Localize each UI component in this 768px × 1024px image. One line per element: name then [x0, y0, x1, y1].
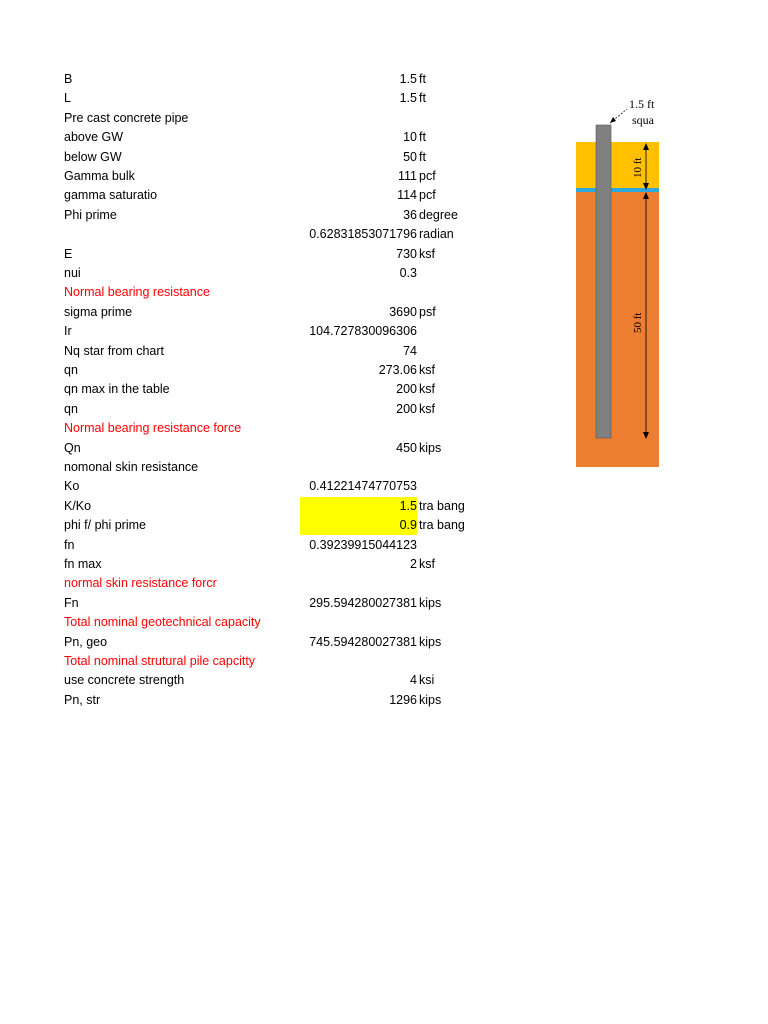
- row-label: qn: [64, 402, 78, 416]
- sheet-row: [0, 245, 520, 264]
- sheet-row: [0, 109, 520, 128]
- sheet-row: [0, 70, 520, 89]
- row-value: 1296: [389, 693, 417, 707]
- row-label: B: [64, 72, 73, 86]
- sheet-row: [0, 691, 520, 710]
- row-value: 0.41221474770753: [309, 479, 417, 493]
- sheet-row: [0, 283, 520, 302]
- row-unit: pcf: [419, 188, 436, 202]
- sheet-row: [0, 439, 520, 458]
- sheet-row: [0, 361, 520, 380]
- row-unit: radian: [419, 227, 454, 241]
- row-label: Qn: [64, 441, 81, 455]
- sheet-row: [0, 264, 520, 283]
- section-heading: Total nominal geotechnical capacity: [64, 615, 261, 629]
- row-unit: degree: [419, 208, 458, 222]
- row-label: Pn, geo: [64, 635, 108, 649]
- row-label: Ko: [64, 479, 80, 493]
- row-value: 50: [403, 150, 417, 164]
- row-label: nomonal skin resistance: [64, 460, 199, 474]
- row-unit: kips: [419, 635, 442, 649]
- row-unit: tra bang: [419, 499, 465, 513]
- row-label: qn: [64, 363, 78, 377]
- row-unit: ft: [419, 130, 426, 144]
- row-unit: ksf: [419, 363, 435, 377]
- pile-shape-label: squa: [632, 113, 654, 127]
- row-unit: ksf: [419, 382, 435, 396]
- sheet-row: [0, 380, 520, 399]
- row-label: fn: [64, 538, 75, 552]
- row-value: 2: [410, 557, 417, 571]
- row-unit: ft: [419, 72, 426, 86]
- row-value: 3690: [389, 305, 417, 319]
- row-label: Fn: [64, 596, 79, 610]
- row-value: 0.3: [399, 266, 417, 280]
- row-unit: kips: [419, 596, 442, 610]
- row-value: 730: [396, 247, 417, 261]
- row-value: 200: [396, 402, 417, 416]
- row-label: Pn, str: [64, 693, 101, 707]
- sheet-row: [0, 458, 520, 477]
- sheet-row: [0, 633, 520, 652]
- row-unit: ksf: [419, 557, 435, 571]
- row-label: below GW: [64, 150, 122, 164]
- row-value: 4: [410, 673, 417, 687]
- row-unit: ksf: [419, 402, 435, 416]
- sheet-row: [0, 594, 520, 613]
- sheet-row: [0, 322, 520, 341]
- row-label: above GW: [64, 130, 124, 144]
- row-label: Phi prime: [64, 208, 117, 222]
- row-label: gamma saturatio: [64, 188, 158, 202]
- section-heading: Normal bearing resistance force: [64, 421, 242, 435]
- row-label: K/Ko: [64, 499, 92, 513]
- row-value: 0.9: [300, 516, 417, 535]
- row-value: 450: [396, 441, 417, 455]
- row-label: Nq star from chart: [64, 344, 165, 358]
- section-heading: Normal bearing resistance: [64, 285, 210, 299]
- sheet-row: [0, 148, 520, 167]
- sheet-row: [0, 89, 520, 108]
- sheet-row: [0, 497, 520, 516]
- row-value: 1.5: [399, 72, 417, 86]
- row-value: 1.5: [399, 91, 417, 105]
- pile: [596, 125, 611, 438]
- row-unit: psf: [419, 305, 436, 319]
- row-value: 745.594280027381: [309, 635, 417, 649]
- sheet-row: [0, 555, 520, 574]
- upper-depth-label: 10 ft: [632, 157, 644, 178]
- lower-soil-layer: [576, 190, 659, 467]
- sheet-row: [0, 167, 520, 186]
- row-value: 200: [396, 382, 417, 396]
- sheet-row: [0, 186, 520, 205]
- row-label: fn max: [64, 557, 102, 571]
- row-label: Gamma bulk: [64, 169, 135, 183]
- row-label: Ir: [64, 324, 72, 338]
- row-unit: ft: [419, 91, 426, 105]
- row-unit: pcf: [419, 169, 436, 183]
- row-value: 295.594280027381: [309, 596, 417, 610]
- sheet-row: [0, 613, 520, 632]
- sheet-row: [0, 400, 520, 419]
- row-label: phi f/ phi prime: [64, 518, 146, 532]
- row-unit: kips: [419, 693, 442, 707]
- row-unit: tra bang: [419, 518, 465, 532]
- row-value: 114: [397, 188, 417, 202]
- row-value: 74: [403, 344, 417, 358]
- row-value: 0.62831853071796: [309, 227, 417, 241]
- row-unit: ksi: [419, 673, 435, 687]
- row-unit: kips: [419, 441, 442, 455]
- sheet-row: [0, 342, 520, 361]
- sheet-row: [0, 206, 520, 225]
- sheet-row: [0, 652, 520, 671]
- row-label: Pre cast concrete pipe: [64, 111, 189, 125]
- row-value: 111: [397, 169, 417, 183]
- row-value: 36: [403, 208, 417, 222]
- lower-depth-label: 50 ft: [632, 312, 644, 333]
- sheet-row: [0, 225, 520, 244]
- row-value: 104.727830096306: [309, 324, 417, 338]
- row-label: use concrete strength: [64, 673, 185, 687]
- row-label: L: [64, 91, 71, 105]
- sheet-row: [0, 574, 520, 593]
- sheet-row: [0, 536, 520, 555]
- pile-diagram: [560, 90, 670, 480]
- row-label: qn max in the table: [64, 382, 170, 396]
- row-label: nui: [64, 266, 81, 280]
- sheet-row: [0, 477, 520, 496]
- row-label: sigma prime: [64, 305, 133, 319]
- row-label: E: [64, 247, 73, 261]
- leader-arrow: [610, 117, 616, 123]
- row-unit: ft: [419, 150, 426, 164]
- sheet-row: [0, 128, 520, 147]
- section-heading: Total nominal strutural pile capcitty: [64, 654, 256, 668]
- section-heading: normal skin resistance forcr: [64, 576, 217, 590]
- row-value: 10: [403, 130, 417, 144]
- sheet-row: [0, 303, 520, 322]
- sheet-row: [0, 671, 520, 690]
- sheet-row: [0, 516, 520, 535]
- row-value: 0.39239915044123: [309, 538, 417, 552]
- sheet-row: [0, 419, 520, 438]
- row-unit: ksf: [419, 247, 435, 261]
- pile-size-label: 1.5 ft: [629, 97, 655, 111]
- row-value: 1.5: [300, 497, 417, 516]
- row-value: 273.06: [378, 363, 417, 377]
